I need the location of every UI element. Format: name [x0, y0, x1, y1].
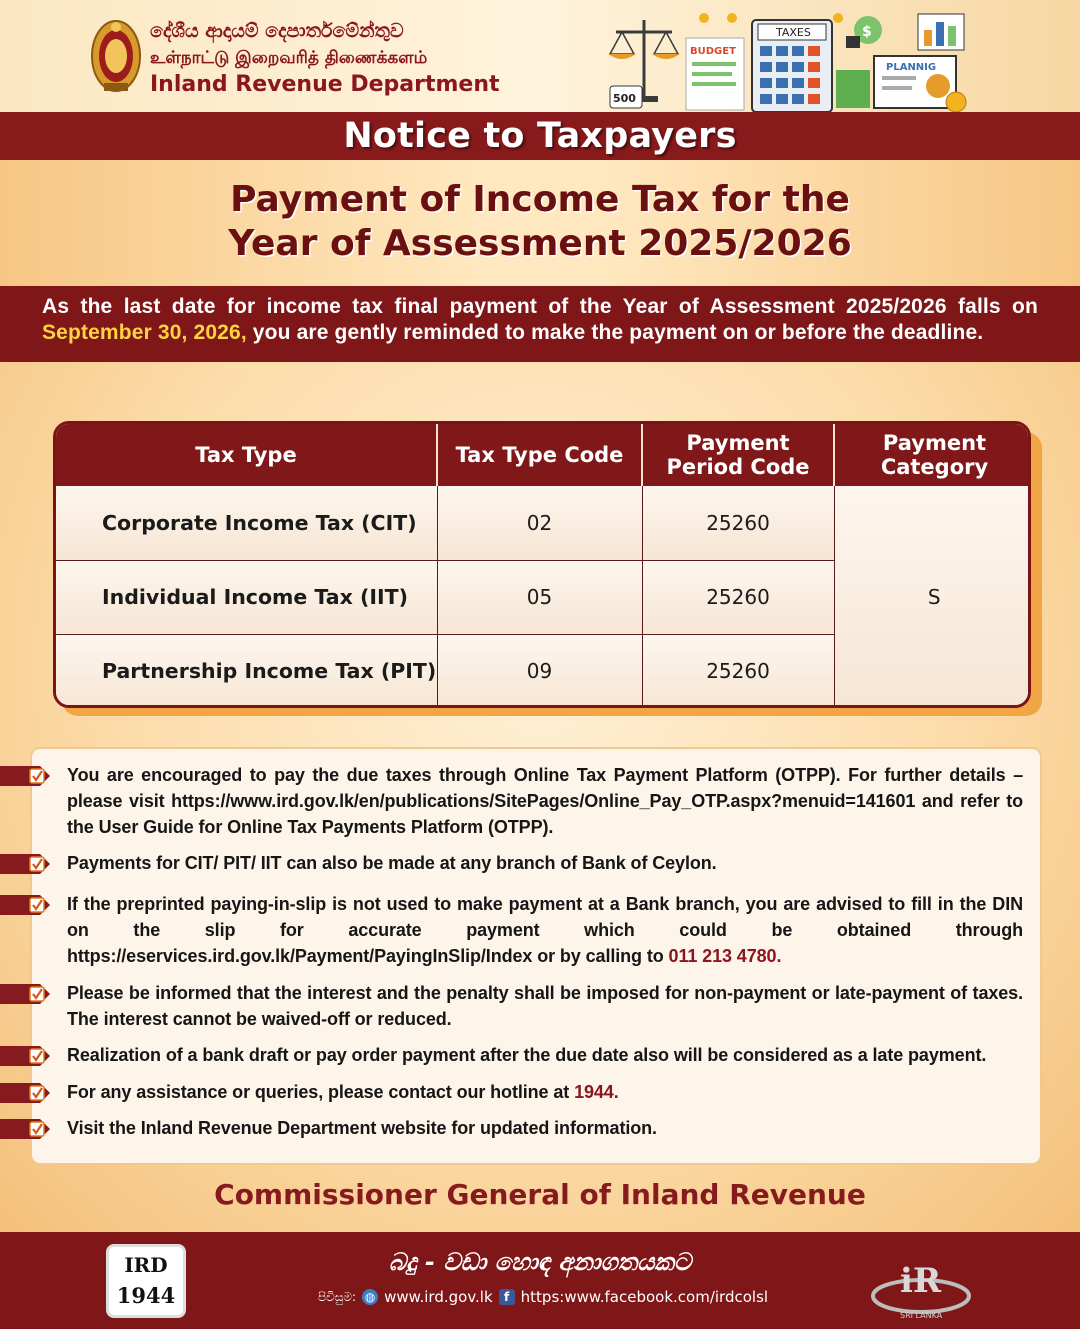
note-text: Please be informed that the interest and the penalty shall be imposed for non-payment or late-payment of taxes. The interest cannot be waived-off or reduced.	[67, 983, 1023, 1029]
dept-name-sinhala: දේශීය ආදායම් දෙපාර්තමේන්තුව	[150, 20, 404, 42]
note-text: Realization of a bank draft or pay order payment after the due date also will be considered as a late payment.	[67, 1045, 987, 1065]
checkbox-icon	[0, 895, 52, 915]
cell-payment-category: S	[834, 486, 1031, 708]
title-band	[0, 160, 1080, 286]
cell-tax-type: Corporate Income Tax (CIT)	[56, 486, 437, 560]
checkbox-icon	[0, 984, 52, 1004]
visit-label: පිවිසුම:	[318, 1289, 357, 1304]
table-header-row	[56, 424, 1031, 486]
header-payment-category: Payment Category	[834, 424, 1031, 486]
dept-name-tamil: உள்நாட்டு இறைவரித் திணைக்களம்	[150, 48, 428, 68]
cell-tax-type: Individual Income Tax (IIT)	[56, 560, 437, 634]
table-row	[56, 486, 1031, 560]
dept-name-english: Inland Revenue Department	[150, 72, 500, 97]
note-text: Visit the Inland Revenue Department website for updated information.	[67, 1118, 657, 1138]
intro-text-before: As the last date for income tax final payment of the Year of Assessment 2025/2026 falls on	[42, 295, 1038, 318]
header-tax-type: Tax Type	[56, 424, 437, 486]
header-tax-type-code: Tax Type Code	[437, 424, 642, 486]
sri-lanka-emblem-icon	[90, 17, 142, 95]
cell-period-code: 25260	[642, 634, 834, 708]
footer-links	[318, 1288, 768, 1306]
svg-text:500: 500	[613, 92, 636, 105]
note-text: You are encouraged to pay the due taxes through Online Tax Payment Platform (OTPP). For further details – please visit https://www.ird.gov.lk/en/publications/SitePages/Online_Pay_OTP.aspx?menuid=141601 and refer to the User Guide for Online Tax Payments Platform (OTPP).	[67, 765, 1023, 837]
checkbox-icon	[0, 1119, 52, 1139]
website-link[interactable]: www.ird.gov.lk	[384, 1288, 493, 1306]
ir-sri-lanka-logo	[866, 1246, 976, 1322]
calculator-icon	[752, 20, 832, 112]
bar-chart-icon	[918, 14, 964, 50]
globe-icon: ◍	[362, 1289, 378, 1305]
ird-1944-logo: IRD 1944	[106, 1244, 186, 1318]
note-text: If the preprinted paying-in-slip is not used to make payment at a Bank branch, you are advised to fill in the DIN on the slip for accurate payment which could be obtained through https://eservices.ird.gov.lk/Payment/PayingInSlip/Index or by calling to 011 213 4780.	[67, 894, 1023, 966]
tax-table	[56, 424, 1031, 708]
checkbox-icon	[0, 1083, 52, 1103]
intro-band	[0, 286, 1080, 362]
intro-text-after: you are gently reminded to make the payment on or before the deadline.	[246, 321, 984, 344]
main-title-line-1: Payment of Income Tax for the	[230, 179, 850, 220]
phone-number: 011 213 4780.	[668, 946, 782, 966]
tax-illustration	[606, 10, 978, 114]
money-note-icon	[610, 86, 642, 108]
checkbox-icon	[0, 766, 52, 786]
notice-title: Notice to Taxpayers	[343, 116, 737, 156]
notice-banner	[0, 112, 1080, 160]
cell-tax-code: 05	[437, 560, 642, 634]
facebook-link[interactable]: https:www.facebook.com/irdcolsl	[520, 1288, 769, 1306]
svg-text:TAXES: TAXES	[776, 26, 811, 39]
money-bag-icon	[846, 16, 882, 48]
signature: Commissioner General of Inland Revenue	[214, 1178, 866, 1211]
svg-text:$: $	[862, 24, 872, 40]
budget-document-icon	[686, 38, 744, 110]
planning-laptop-icon	[874, 56, 956, 108]
cell-period-code: 25260	[642, 486, 834, 560]
svg-text:iR: iR	[900, 1261, 942, 1301]
svg-text:PLANNIG: PLANNIG	[886, 62, 937, 73]
header	[0, 0, 1080, 112]
facebook-icon: f	[499, 1289, 515, 1305]
deadline-date: September 30, 2026,	[42, 321, 247, 344]
cell-tax-type: Partnership Income Tax (PIT)	[56, 634, 437, 708]
tax-table-container	[53, 421, 1031, 708]
note-text: For any assistance or queries, please contact our hotline at 1944.	[67, 1082, 619, 1102]
cell-period-code: 25260	[642, 560, 834, 634]
footer-slogan: බදු - වඩා හොඳ අනාගතයකට	[388, 1248, 692, 1276]
hotline-number: 1944.	[574, 1082, 619, 1102]
intro-text	[42, 294, 1038, 346]
note-text: Payments for CIT/ PIT/ IIT can also be made at any branch of Bank of Ceylon.	[67, 853, 717, 873]
cell-tax-code: 09	[437, 634, 642, 708]
checkbox-icon	[0, 854, 52, 874]
svg-text:BUDGET: BUDGET	[690, 46, 736, 57]
main-title-line-2: Year of Assessment 2025/2026	[228, 223, 852, 264]
footer	[0, 1232, 1080, 1329]
header-payment-period-code: Payment Period Code	[642, 424, 834, 486]
cell-tax-code: 02	[437, 486, 642, 560]
svg-text:SRI LANKA: SRI LANKA	[900, 1311, 943, 1320]
checkbox-icon	[0, 1046, 52, 1066]
